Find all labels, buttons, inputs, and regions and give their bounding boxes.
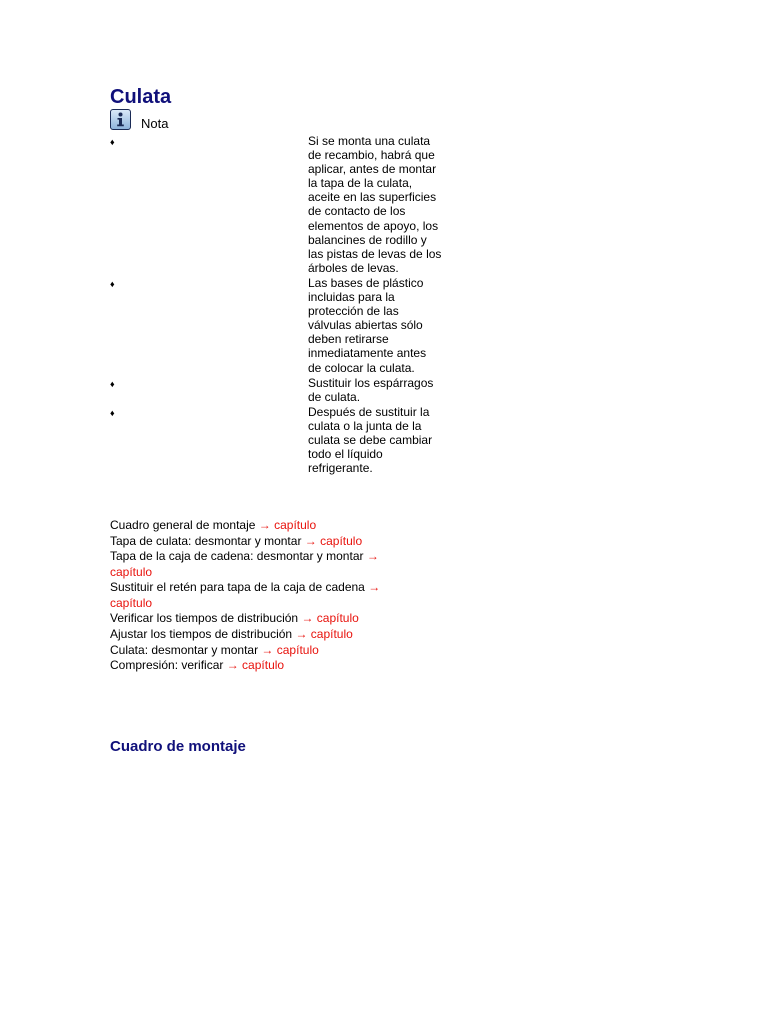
reference-row (110, 549, 410, 579)
bullet-text: Si se monta una culata de recambio, habrá que aplicar, antes de montar la tapa de la culata, aceite en las superficies de contacto de los elementos de apoyo, los balancines de rodillo y las pistas de levas de los árboles de levas. (308, 134, 442, 275)
bullet-text: Las bases de plástico incluidas para la protección de las válvulas abiertas sólo deben retirarse inmediatamente antes de colocar la culata. (308, 275, 427, 375)
chapter-link[interactable]: → capítulo (258, 518, 317, 532)
bullet-diamond-icon: ♦ (110, 278, 115, 289)
note-row (110, 109, 168, 130)
reference-label: Sustituir el retén para tapa de la caja de cadena (110, 580, 365, 595)
reference-label: Compresión: verificar (110, 658, 224, 673)
reference-row (110, 518, 410, 533)
list-item (110, 376, 450, 404)
chapter-link[interactable]: → capítulo (226, 658, 285, 673)
reference-label: Verificar los tiempos de distribución (110, 611, 299, 626)
reference-label: Tapa de la caja de cadena: desmontar y montar (110, 549, 364, 564)
section-title: Cuadro de montaje (110, 738, 246, 755)
page-title: Culata (110, 86, 172, 108)
reference-label: Cuadro general de montaje (110, 518, 256, 532)
bullet-diamond-icon: ♦ (110, 407, 115, 418)
reference-label: Culata: desmontar y montar (110, 642, 259, 657)
reference-row (110, 534, 410, 549)
reference-row (110, 658, 410, 673)
reference-row (110, 611, 410, 626)
chapter-link[interactable]: → capítulo (301, 611, 359, 626)
bullet-text: Después de sustituir la culata o la junta de la culata se debe cambiar todo el líquido refrigerante. (308, 404, 433, 476)
reference-row (110, 643, 410, 658)
bullet-diamond-icon: ♦ (110, 137, 115, 147)
list-item (110, 405, 450, 475)
reference-label: Ajustar los tiempos de distribución (110, 626, 293, 641)
note-label: Nota (141, 116, 169, 131)
info-icon (110, 109, 131, 130)
chapter-link[interactable]: → capítulo (304, 533, 363, 548)
bullet-text: Sustituir los espárragos de culata. (308, 375, 434, 404)
chapter-link[interactable]: → capítulo (110, 549, 379, 579)
bullet-diamond-icon: ♦ (110, 378, 115, 389)
chapter-link[interactable]: → capítulo (295, 626, 353, 641)
reference-label: Tapa de culata: desmontar y montar (110, 533, 302, 548)
list-item (110, 276, 450, 375)
note-bullet-list (110, 134, 450, 476)
reference-row (110, 580, 410, 610)
chapter-link[interactable]: → capítulo (261, 642, 319, 657)
reference-row (110, 627, 410, 642)
reference-links (110, 518, 410, 674)
chapter-link[interactable]: → capítulo (110, 580, 381, 610)
list-item (110, 134, 450, 275)
